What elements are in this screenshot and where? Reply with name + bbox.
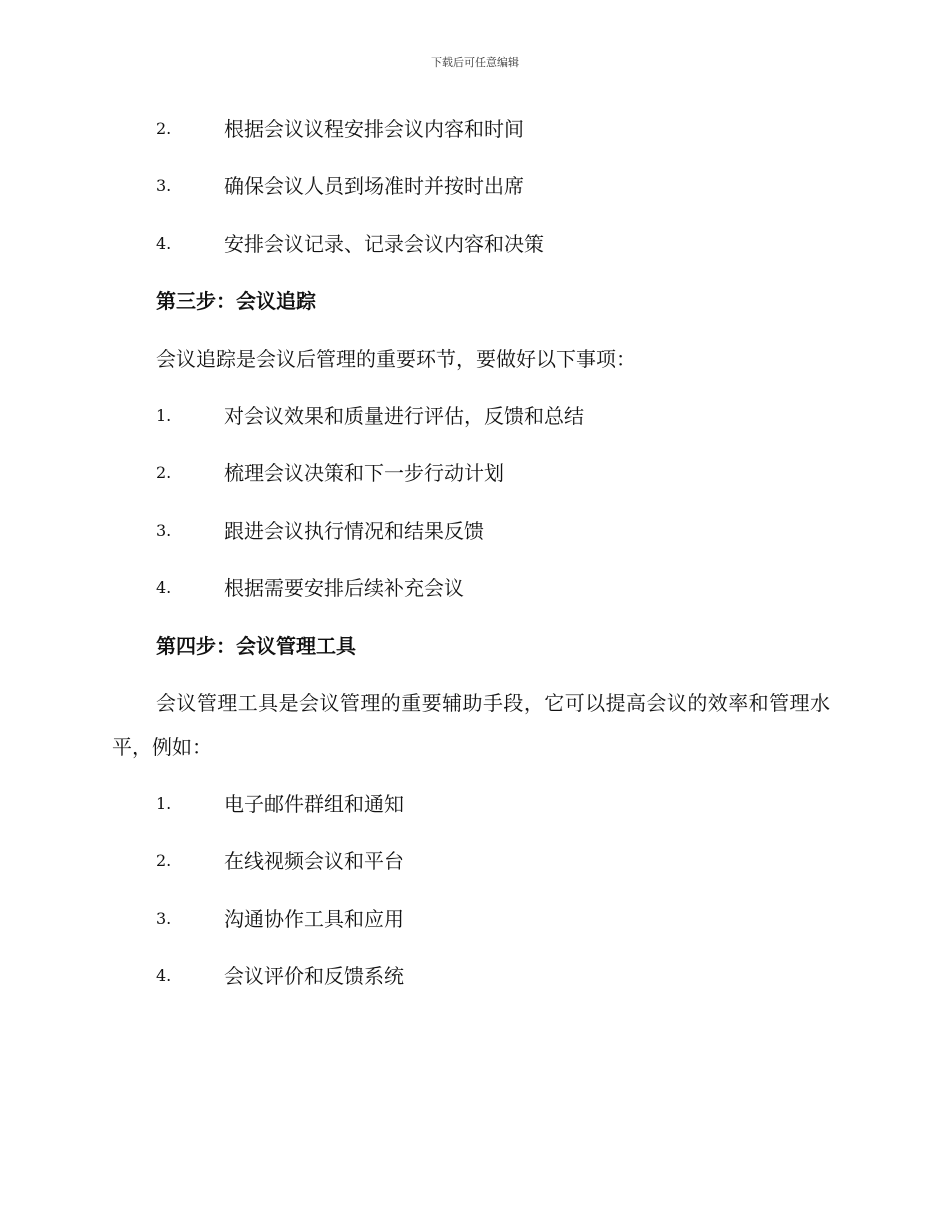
list-item	[0, 170, 950, 227]
list-number: 1.	[156, 405, 172, 425]
list-text: 根据会议议程安排会议内容和时间	[224, 117, 524, 141]
list-text: 会议评价和反馈系统	[224, 964, 404, 989]
section-intro-step3: 会议追踪是会议后管理的重要环节，要做好以下事项：	[156, 346, 636, 371]
list-item	[0, 113, 950, 170]
page-header: 下载后可任意编辑	[431, 56, 519, 69]
list-text: 对会议效果和质量进行评估，反馈和总结	[224, 403, 584, 428]
list-number: 4.	[156, 233, 172, 253]
list-number: 2.	[156, 851, 172, 871]
section-intro-step4: 会议管理工具是会议管理的重要辅助手段，它可以提高会议的效率和管理水平，例如：	[112, 690, 830, 759]
list-text: 确保会议人员到场准时并按时出席	[224, 174, 524, 199]
list-text: 梳理会议决策和下一步行动计划	[224, 461, 504, 486]
list-number: 3.	[156, 176, 172, 196]
list-number: 1.	[156, 793, 172, 813]
list-text: 跟进会议执行情况和结果反馈	[224, 518, 484, 543]
list-item	[0, 400, 950, 457]
list-text: 电子邮件群组和通知	[224, 791, 404, 816]
list-item	[0, 572, 950, 629]
list-item	[0, 903, 950, 960]
list-text: 沟通协作工具和应用	[224, 906, 404, 931]
list-item	[0, 788, 950, 845]
list-number: 3.	[156, 520, 172, 540]
list-item	[0, 845, 950, 902]
list-text: 根据需要安排后续补充会议	[224, 576, 464, 601]
list-number: 4.	[156, 966, 172, 986]
list-item	[0, 457, 950, 514]
list-number: 2.	[156, 119, 172, 138]
list-text: 安排会议记录、记录会议内容和决策	[224, 231, 544, 256]
section-heading-step3: 第三步：会议追踪	[156, 289, 316, 314]
list-number: 2.	[156, 463, 172, 483]
list-item	[0, 228, 950, 285]
list-text: 在线视频会议和平台	[224, 849, 404, 874]
document-body	[0, 113, 950, 1017]
list-number: 3.	[156, 908, 172, 928]
list-item	[0, 515, 950, 572]
list-number: 4.	[156, 578, 172, 598]
list-item	[0, 960, 950, 1017]
section-heading-step4: 第四步：会议管理工具	[156, 633, 356, 658]
